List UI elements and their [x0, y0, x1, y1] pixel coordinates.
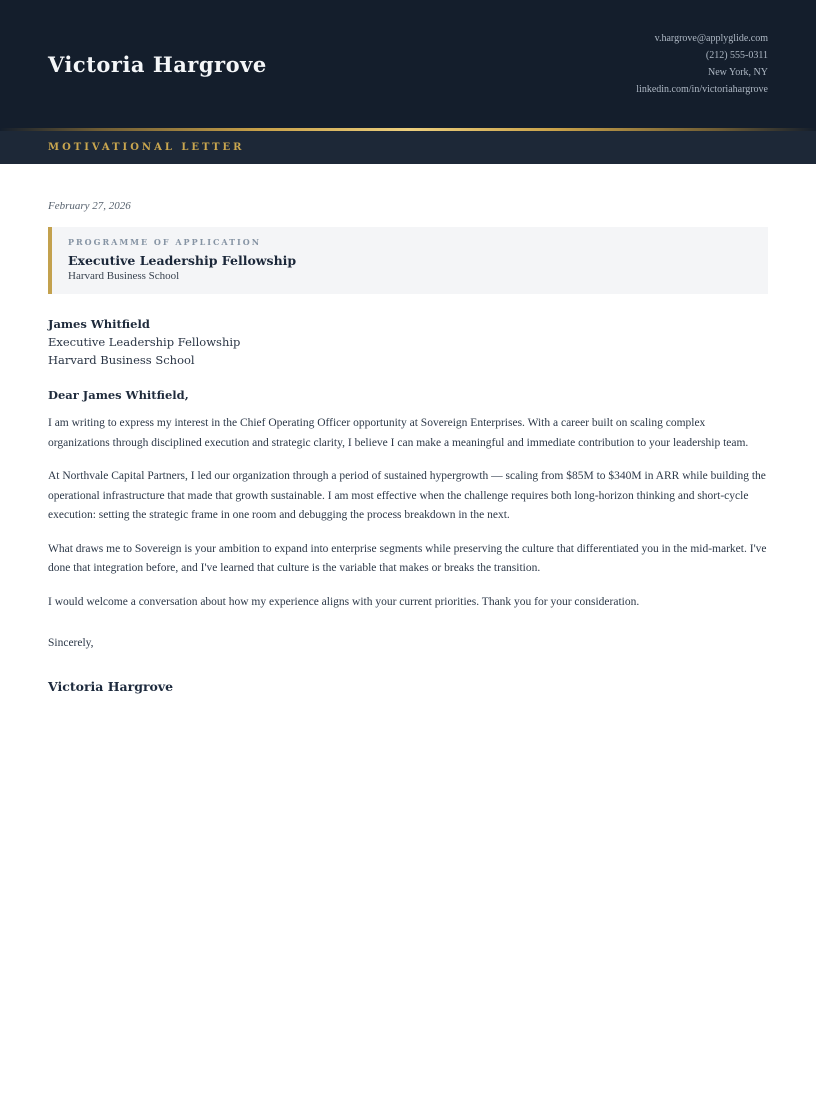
contact-location: New York, NY — [707, 67, 768, 78]
contact-linkedin: linkedin.com/in/victoriahargrove — [636, 84, 768, 95]
signature: Victoria Hargrove — [48, 679, 174, 694]
programme-card — [48, 227, 768, 294]
programme-institution: Harvard Business School — [68, 270, 180, 282]
recipient-institution: Harvard Business School — [48, 353, 195, 367]
letter-date: February 27, 2026 — [48, 200, 131, 212]
recipient-role: Executive Leadership Fellowship — [48, 335, 241, 349]
contact-phone: (212) 555-0311 — [705, 50, 768, 61]
person-name: Victoria Hargrove — [48, 51, 267, 77]
recipient-block — [48, 315, 768, 369]
contact-block — [636, 30, 768, 98]
section-banner — [0, 131, 816, 164]
contact-email: v.hargrove@applyglide.com — [654, 33, 768, 44]
letter-paragraph: What draws me to Sovereign is your ambition to expand into enterprise segments while preserving the culture that differentiated you in the mid-market. I've done that integration before, and I've learned that culture is the variable that makes or breaks the transition. — [48, 542, 767, 574]
recipient-name: James Whitfield — [48, 317, 150, 331]
page-header — [0, 0, 816, 128]
letter-paragraph: I would welcome a conversation about how my experience aligns with your current priorities. Thank you for your consideration. — [48, 595, 640, 608]
programme-title: Executive Leadership Fellowship — [68, 253, 297, 268]
programme-label: PROGRAMME OF APPLICATION — [68, 237, 262, 247]
closing: Sincerely, — [48, 637, 94, 649]
salutation: Dear James Whitfield, — [48, 388, 189, 402]
letter-body — [0, 164, 816, 694]
letter-paragraph: At Northvale Capital Partners, I led our organization through a period of sustained hypergrowth — scaling from $85M to $340M in ARR while building the operational infrastructure that made that growth sustainable. I am most effective when the challenge requires both long-horizon thinking and short-cycle execution: setting the strategic frame in one room and debugging the process breakdown in the next. — [48, 470, 766, 521]
letter-paragraph: I am writing to express my interest in the Chief Operating Officer opportunity at Sovereign Enterprises. With a career built on scaling complex organizations through disciplined execution and strategic clarity, I believe I can make a meaningful and immediate contribution to your leadership team. — [48, 417, 749, 449]
section-label: MOTIVATIONAL LETTER — [48, 142, 245, 153]
